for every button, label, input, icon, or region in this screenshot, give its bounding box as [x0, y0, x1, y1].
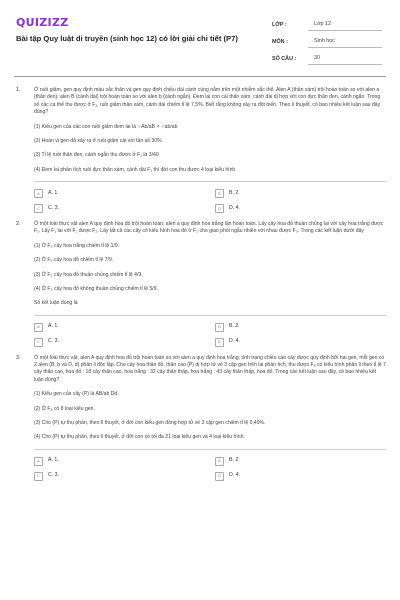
- quizizz-logo: QUIZIZZ: [16, 16, 69, 29]
- option-text: C. 3.: [48, 472, 59, 479]
- answer-options: [34, 189, 386, 213]
- meta-key: SỐ CÂU :: [272, 55, 297, 62]
- answer-option[interactable]: [215, 472, 386, 481]
- option-text: D. 4.: [229, 472, 240, 479]
- option-checkbox-icon[interactable]: B: [215, 189, 224, 198]
- option-checkbox-icon[interactable]: B: [215, 457, 224, 466]
- question-block: [14, 221, 386, 347]
- option-text: C. 3.: [48, 204, 59, 211]
- option-checkbox-icon[interactable]: C: [34, 338, 43, 347]
- question-statement: (4) Cho (P) tự thụ phấn, theo lí thuyết, ở đời con có tối đa 21 loại kiểu gen và 4 loại kiểu hình.: [34, 434, 245, 441]
- answer-option[interactable]: [34, 472, 205, 481]
- option-text: A. 1.: [48, 189, 59, 196]
- option-text: C. 3.: [48, 338, 59, 345]
- meta-value: 30: [308, 52, 382, 65]
- options-divider: [34, 315, 386, 316]
- option-text: B. 2.: [229, 189, 240, 196]
- answer-option[interactable]: [215, 338, 386, 347]
- answer-option[interactable]: [215, 457, 386, 466]
- option-text: B. 2.: [229, 323, 240, 330]
- meta-row-count: [272, 50, 382, 67]
- option-checkbox-icon[interactable]: C: [34, 204, 43, 213]
- worksheet-header: [14, 10, 386, 72]
- question-statement: (2) Ở Fₐ có 8 loại kiểu gen.: [34, 405, 95, 412]
- question-stem: Ở ruồi giấm, gen quy định màu sắc thân và gen quy định chiều dài cánh cùng nằm trên một nhiễm sắc thể. Alen A (thân xám) trội hoàn toàn so với alen a (thân đen); alen B (cánh dài) trội hoàn toàn so với alen b (cánh ngắn). Đem lai con cái thân xám, cánh dài dị hợp với con đực thân đen, cánh ngắn. Trong số các cá thể thu được ở F₁, ruồi giấm thân xám, cánh dài chiếm tỉ lệ 7,5%. Biết rằng không xảy ra đột biến. Theo lí thuyết, có bao nhiêu kết luận sau đây đúng?: [34, 87, 381, 116]
- question-stem: Ở một loài thực vật alen A quy định hoa đỏ trội hoàn toàn; alen a quy định hoa trắng lặn hoàn toàn. Lấy cây hoa đỏ thuần chủng lai với cây hoa trắng được F₁. Lấy F₁ lai với F₁ được F₂. Lấy tất cả các cây có kiểu hình hoa đỏ ở F₂ cho giao phối ngẫu nhiên với nhau được F₃. Trong các kết luận dưới đây: [34, 221, 384, 235]
- question-block: [14, 87, 386, 213]
- answer-option[interactable]: [215, 189, 386, 198]
- header-divider: [14, 76, 386, 77]
- option-text: D. 4.: [229, 338, 240, 345]
- question-statement: (2) Ở F₃ cây hoa đỏ chiếm tỉ lệ 7/9.: [34, 257, 114, 264]
- answer-option[interactable]: [34, 323, 205, 332]
- question-statement: (4) Đem lai phân tích ruồi đực thân xám, cánh dài F₁ thì đời con thu được 4 loại kiểu hình.: [34, 166, 237, 173]
- answer-option[interactable]: [34, 204, 205, 213]
- question-number: 1.: [16, 87, 21, 93]
- question-statement: (3) Tỉ lệ ruồi thân đen, cánh ngắn thu được ở F₁ là 3/40: [34, 152, 159, 159]
- meta-key: MÔN :: [272, 38, 288, 45]
- options-divider: [34, 181, 386, 182]
- question-statement: (1) Ở F₃ cây hoa trắng chiếm tỉ lệ 1/9.: [34, 242, 120, 249]
- meta-value: Sinh học: [308, 35, 382, 48]
- option-checkbox-icon[interactable]: A: [34, 457, 43, 466]
- question-statement: (4) Ở F₃ cây hoa đỏ không thuần chủng chiếm tỉ lệ 5/9.: [34, 285, 158, 292]
- meta-row-class: [272, 16, 382, 33]
- question-prompt: Số kết luận đúng là: [34, 300, 78, 307]
- question-statement: (3) Cho (P) tự thụ phấn, theo lí thuyết, ở đời con kiểu gen đồng hợp tử về 3 cặp gen chiếm tỉ lệ 0,49%.: [34, 419, 266, 426]
- answer-option[interactable]: [34, 338, 205, 347]
- options-divider: [34, 449, 386, 450]
- option-checkbox-icon[interactable]: D: [215, 338, 224, 347]
- question-number: 2.: [16, 221, 21, 227]
- option-checkbox-icon[interactable]: D: [215, 204, 224, 213]
- option-checkbox-icon[interactable]: B: [215, 323, 224, 332]
- question-stem: Ở một loài thực vật, alen A quy định hoa đỏ trội hoàn toàn so với alen a quy định hoa trắng; tính trạng chiều cao cây được quy định bởi hai gen, mỗi gen có 2 alen (B, b và D, d) phân li độc lập. Cho cây hoa thân đỏ, thân cao (P) dị hợp tử về 3 cặp gen trên lai phân tích, thu được Fₐ có kiểu hình phân li theo tỉ lệ 7 cây thân cao, hoa đỏ : 18 cây thân cao, hoa trắng : 32 cây thân thấp, hoa trắng : 43 cây thân thấp, hoa đỏ. Trong các kết luận sau đây, có bao nhiêu kết luận đúng?: [34, 354, 386, 383]
- option-text: D. 4.: [229, 204, 240, 211]
- answer-options: [34, 323, 386, 347]
- option-checkbox-icon[interactable]: D: [215, 472, 224, 481]
- question-statement: (2) Hoán vị gen đã xảy ra ở ruồi giấm cái với tần số 30%.: [34, 137, 163, 144]
- question-list: [14, 87, 386, 481]
- option-text: A. 1.: [48, 323, 59, 330]
- meta-value: Lớp 12: [308, 18, 382, 31]
- option-text: B. 2.: [229, 457, 240, 464]
- meta-row-subject: [272, 33, 382, 50]
- answer-option[interactable]: [34, 457, 205, 466]
- answer-option[interactable]: [215, 323, 386, 332]
- question-number: 3.: [16, 354, 21, 361]
- answer-options: [34, 457, 386, 481]
- worksheet-meta: [272, 16, 382, 67]
- option-checkbox-icon[interactable]: A: [34, 323, 43, 332]
- meta-key: LỚP :: [272, 21, 287, 28]
- question-block: [14, 355, 386, 481]
- question-statement: (1) Kiểu gen của các con ruồi giấm đem lai là ♀Ab/aB × ♂ab/ab: [34, 123, 178, 130]
- question-statement: (3) Ở F₃ cây hoa đỏ thuần chủng chiếm tỉ lệ 4/9.: [34, 271, 143, 278]
- option-text: A. 1.: [48, 457, 59, 464]
- option-checkbox-icon[interactable]: A: [34, 189, 43, 198]
- answer-option[interactable]: [215, 204, 386, 213]
- answer-option[interactable]: [34, 189, 205, 198]
- worksheet-title: Bài tập Quy luật di truyền (sinh học 12) có lời giải chi tiết (P7): [16, 34, 238, 43]
- option-checkbox-icon[interactable]: C: [34, 472, 43, 481]
- question-statement: (1) Kiểu gen của cây (P) là AB/ab Dd.: [34, 391, 119, 398]
